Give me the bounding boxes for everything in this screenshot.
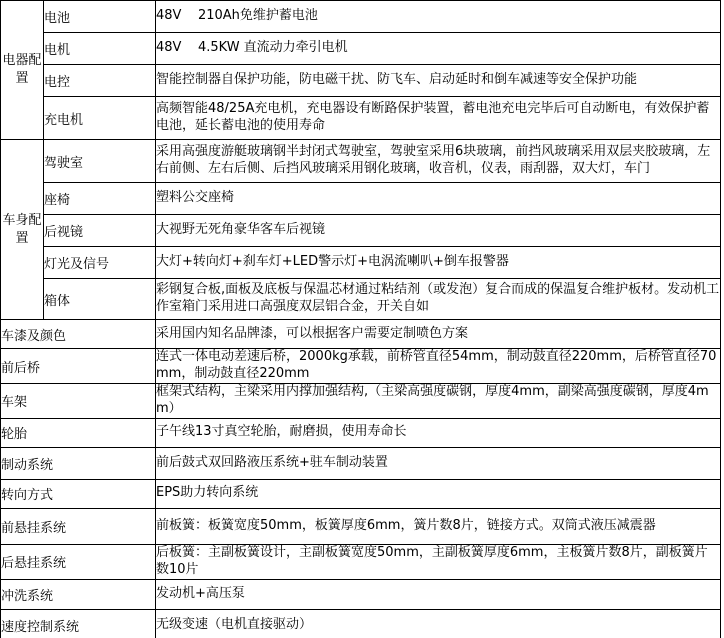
spec-name-cell: 电机 xyxy=(44,33,156,65)
table-row xyxy=(1,65,721,97)
spec-name-cell: 后悬挂系统 xyxy=(1,544,156,579)
table-row xyxy=(1,384,721,419)
spec-value-cell: 后板簧：主副板簧设计，主副板簧宽度50mm，主副板簧厚度6mm，主板簧片数8片，副板簧片数10片 xyxy=(156,544,721,579)
spec-name-cell: 充电机 xyxy=(44,97,156,140)
spec-value-cell: 大灯+转向灯+刹车灯+LED警示灯+电涡流喇叭+倒车报警器 xyxy=(156,247,721,279)
table-row xyxy=(1,544,721,579)
table-row xyxy=(1,1,721,33)
spec-value-cell: 48V 4.5KW 直流动力牵引电机 xyxy=(156,33,721,65)
table-row xyxy=(1,183,721,215)
spec-name-cell: 箱体 xyxy=(44,279,156,320)
spec-value-cell: 48V 210Ah免维护蓄电池 xyxy=(156,1,721,33)
table-row xyxy=(1,479,721,508)
spec-value-cell: 采用高强度游艇玻璃钢半封闭式驾驶室，驾驶室采用6块玻璃，前挡风玻璃采用双层夹胶玻璃，左右前侧、左右后侧、后挡风玻璃采用钢化玻璃，收音机，仪表，雨刮器，双大灯，车门 xyxy=(156,140,721,183)
spec-value-cell: 智能控制器自保护功能，防电磁干扰、防飞车、启动延时和倒车减速等安全保护功能 xyxy=(156,65,721,97)
spec-name-cell: 前后桥 xyxy=(1,349,156,384)
table-row xyxy=(1,279,721,320)
spec-name-cell: 灯光及信号 xyxy=(44,247,156,279)
table-row xyxy=(1,579,721,609)
table-row xyxy=(1,140,721,183)
group-cell-body: 车身配置 xyxy=(1,140,44,320)
spec-value-cell: 无级变速（电机直接驱动） xyxy=(156,609,721,638)
spec-name-cell: 车架 xyxy=(1,384,156,419)
spec-value-cell: 高频智能48/25A充电机，充电器设有断路保护装置，蓄电池充电完毕后可自动断电，有效保护蓄电池，延长蓄电池的使用寿命 xyxy=(156,97,721,140)
spec-name-cell: 电控 xyxy=(44,65,156,97)
table-row xyxy=(1,609,721,638)
spec-name-cell: 车漆及颜色 xyxy=(1,320,156,349)
spec-name-cell: 驾驶室 xyxy=(44,140,156,183)
table-row xyxy=(1,247,721,279)
spec-name-cell: 轮胎 xyxy=(1,418,156,447)
spec-name-cell: 速度控制系统 xyxy=(1,609,156,638)
spec-value-cell: 采用国内知名品牌漆，可以根据客户需要定制喷色方案 xyxy=(156,320,721,349)
spec-name-cell: 制动系统 xyxy=(1,447,156,479)
spec-name-cell: 转向方式 xyxy=(1,479,156,508)
table-row xyxy=(1,215,721,247)
spec-value-cell: 子午线13寸真空轮胎，耐磨损，使用寿命长 xyxy=(156,418,721,447)
spec-value-cell: 框架式结构，主梁采用内撑加强结构,（主梁高强度碳钢，厚度4mm，副梁高强度碳钢，厚度4mm） xyxy=(156,384,721,419)
spec-value-cell: EPS助力转向系统 xyxy=(156,479,721,508)
table-row xyxy=(1,320,721,349)
table-row xyxy=(1,33,721,65)
spec-name-cell: 前悬挂系统 xyxy=(1,508,156,544)
spec-value-cell: 前后鼓式双回路液压系统+驻车制动装置 xyxy=(156,447,721,479)
spec-value-cell: 大视野无死角豪华客车后视镜 xyxy=(156,215,721,247)
spec-value-cell: 塑料公交座椅 xyxy=(156,183,721,215)
table-row xyxy=(1,349,721,384)
spec-name-cell: 座椅 xyxy=(44,183,156,215)
spec-name-cell: 电池 xyxy=(44,1,156,33)
spec-value-cell: 连式一体电动差速后桥，2000kg承载，前桥管直径54mm，制动鼓直径220mm，后桥管直径70mm，制动鼓直径220mm xyxy=(156,349,721,384)
table-row xyxy=(1,418,721,447)
table-row xyxy=(1,508,721,544)
spec-value-cell: 前板簧：板簧宽度50mm，板簧厚度6mm，簧片数8片，链接方式。双筒式液压减震器 xyxy=(156,508,721,544)
table-row xyxy=(1,447,721,479)
group-cell-electrical: 电器配置 xyxy=(1,1,44,140)
table-row xyxy=(1,97,721,140)
spec-name-cell: 冲洗系统 xyxy=(1,579,156,609)
spec-value-cell: 彩钢复合板,面板及底板与保温芯材通过粘结剂（或发泡）复合而成的保温复合维护板材。发动机工作室箱门采用进口高强度双层铝合金，开关自如 xyxy=(156,279,721,320)
spec-name-cell: 后视镜 xyxy=(44,215,156,247)
spec-value-cell: 发动机+高压泵 xyxy=(156,579,721,609)
